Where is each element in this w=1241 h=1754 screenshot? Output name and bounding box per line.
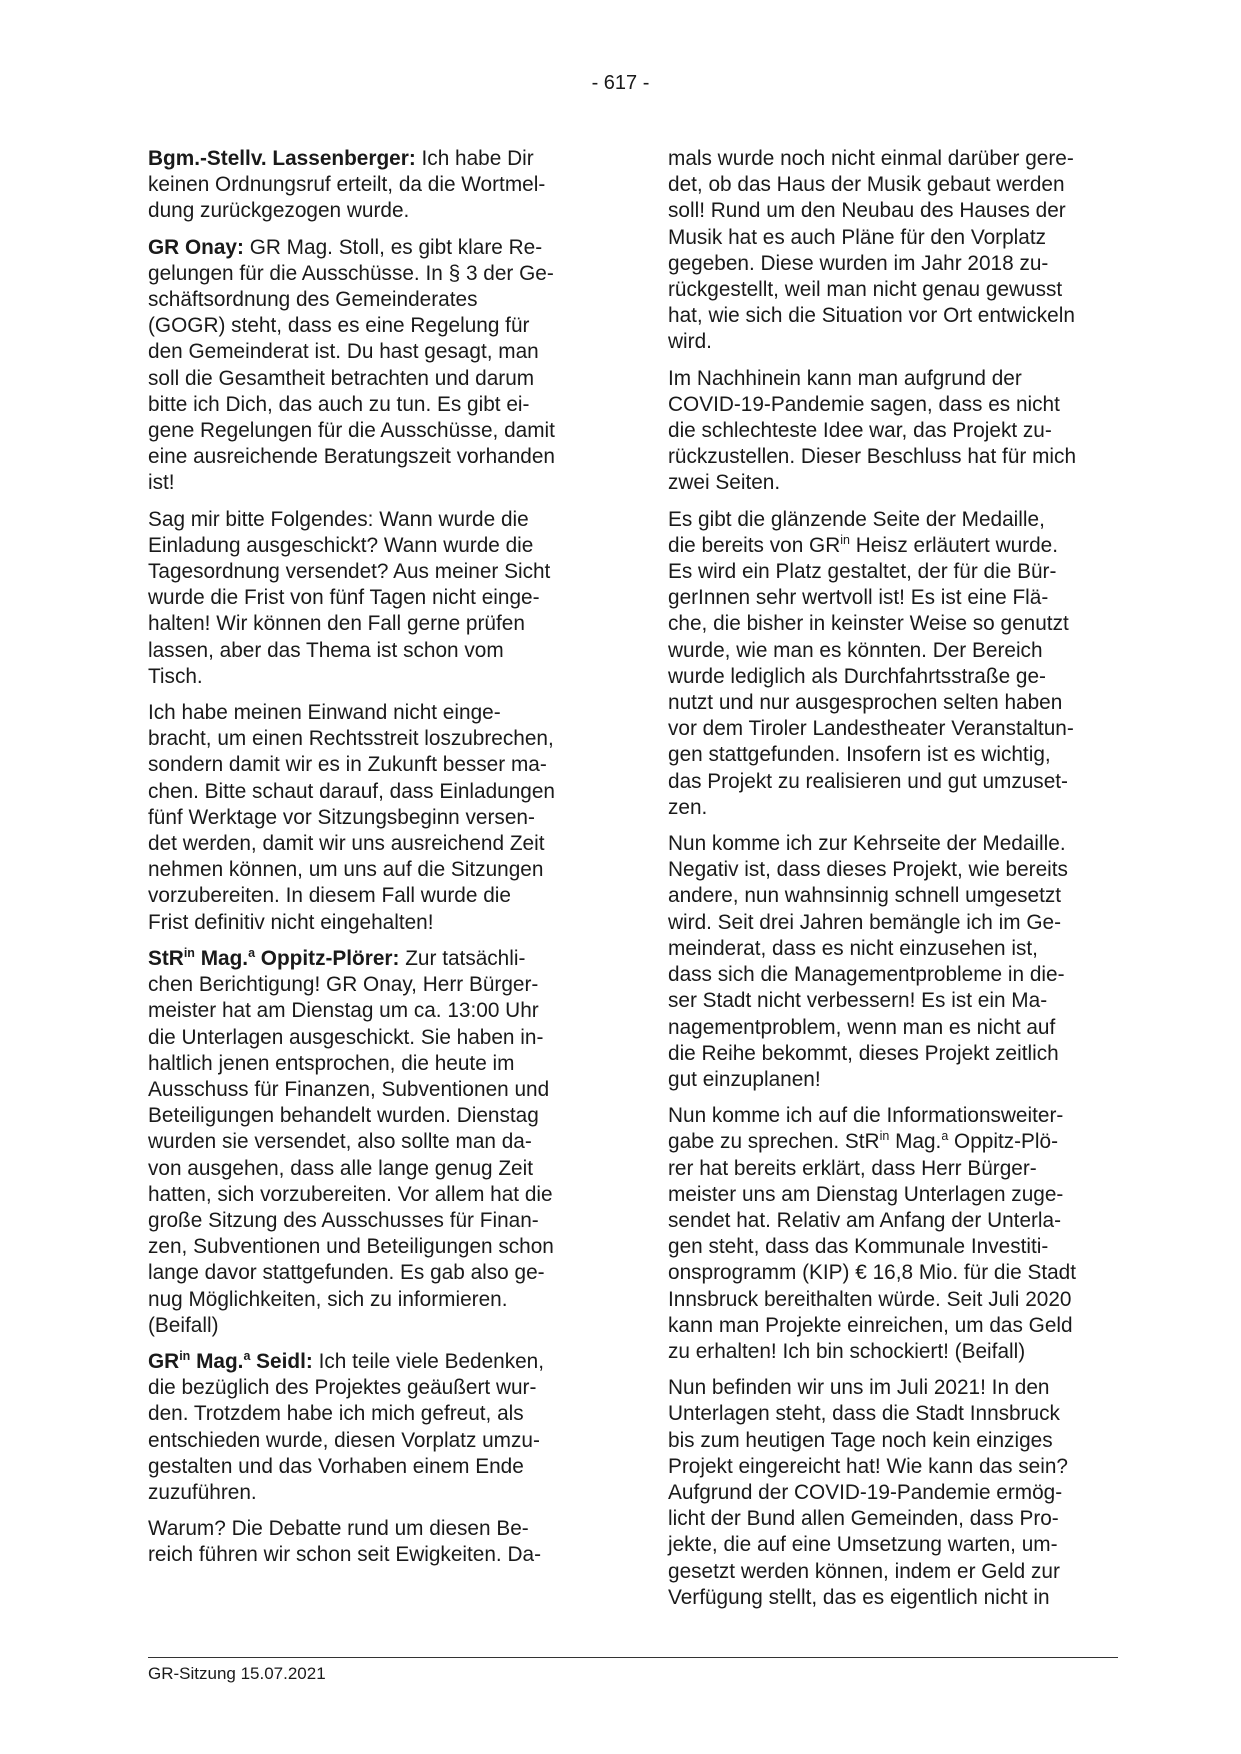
text-line: die Unterlagen ausgeschickt. Sie haben in- xyxy=(148,1025,544,1049)
text-line: Einladung ausgeschickt? Wann wurde die xyxy=(148,533,534,557)
text-line: dung zurückgezogen wurde. xyxy=(148,199,410,223)
text-line: wurde die Frist von fünf Tagen nicht einge- xyxy=(148,586,540,610)
text-fragment: die bereits von GR xyxy=(668,533,841,557)
text-line: kann man Projekte einreichen, um das Geld xyxy=(668,1313,1073,1337)
speaker-name xyxy=(148,1350,313,1373)
text-line: Nun befinden wir uns im Juli 2021! In den xyxy=(668,1376,1050,1400)
text-line: wird. Seit drei Jahren bemängle ich im Ge- xyxy=(668,910,1061,934)
text-line: haltlich jenen entsprochen, die heute im xyxy=(148,1051,515,1075)
footer-divider xyxy=(148,1657,1118,1658)
superscript: a xyxy=(248,945,256,960)
paragraph xyxy=(668,1103,1118,1365)
text-line: gelungen für die Ausschüsse. In § 3 der Ge- xyxy=(148,261,554,285)
text-line: zu erhalten! Ich bin schockiert! (Beifall) xyxy=(668,1339,1026,1363)
text-line: eine ausreichende Beratungszeit vorhanden xyxy=(148,445,555,469)
text-line xyxy=(668,533,1118,559)
text-fragment: Mag. xyxy=(194,946,249,970)
text-line: zwei Seiten. xyxy=(668,471,781,495)
text-line: Negativ ist, dass dieses Projekt, wie bereits xyxy=(668,858,1068,882)
paragraph xyxy=(668,366,1118,497)
text-line: sendet hat. Relativ am Anfang der Unterla- xyxy=(668,1208,1062,1232)
text-line: keinen Ordnungsruf erteilt, da die Wortmel- xyxy=(148,173,546,197)
text-line: gene Regelungen für die Ausschüsse, damit xyxy=(148,419,555,443)
text-fragment: StR xyxy=(148,946,184,970)
text-line: mals wurde noch nicht einmal darüber gere- xyxy=(668,147,1074,170)
text-line: rer hat bereits erklärt, dass Herr Bürger- xyxy=(668,1156,1037,1180)
text-line: (Beifall) xyxy=(148,1313,219,1337)
text-line: gen steht, dass das Kommunale Investiti- xyxy=(668,1235,1049,1259)
text-line: Innsbruck bereithalten würde. Seit Juli 2020 xyxy=(668,1287,1072,1311)
text-line: meister hat am Dienstag um ca. 13:00 Uhr xyxy=(148,999,539,1023)
text-line: bracht, um einen Rechtsstreit loszubrechen, xyxy=(148,727,554,751)
text-line: wurde, wie man es könnten. Der Bereich xyxy=(668,638,1043,662)
superscript: a xyxy=(243,1348,251,1363)
text-fragment: gabe zu sprechen. StR xyxy=(668,1130,880,1154)
text-line: reich führen wir schon seit Ewigkeiten. Da- xyxy=(148,1543,541,1567)
superscript: in xyxy=(179,1348,191,1363)
text-fragment: Oppitz-Plörer: xyxy=(255,946,400,970)
text-line xyxy=(148,1349,598,1375)
text-line: entschieden wurde, diesen Vorplatz umzu- xyxy=(148,1428,540,1452)
text-line: Ich habe meinen Einwand nicht einge- xyxy=(148,701,501,725)
text-line: det werden, damit wir uns ausreichend Zeit xyxy=(148,832,545,856)
text-line: fünf Werktage vor Sitzungsbeginn versen- xyxy=(148,805,535,829)
text-fragment: Heisz erläutert wurde. xyxy=(849,533,1059,557)
text-line: licht der Bund allen Gemeinden, dass Pro- xyxy=(668,1507,1059,1531)
left-column xyxy=(148,146,598,1579)
text-line: rückzustellen. Dieser Beschluss hat für mich xyxy=(668,445,1077,469)
text-fragment: GR Mag. Stoll, es gibt klare Re- xyxy=(249,235,543,259)
text-fragment: Seidl: xyxy=(250,1349,313,1373)
text-line xyxy=(148,146,598,172)
text-line: Verfügung stellt, das es eigentlich nicht in xyxy=(668,1585,1050,1609)
paragraph xyxy=(148,146,598,225)
text-line: che, die bisher in keinster Weise so genutzt xyxy=(668,612,1069,636)
text-line: Ausschuss für Finanzen, Subventionen und xyxy=(148,1077,550,1101)
text-fragment: Ich teile viele Bedenken, xyxy=(318,1349,545,1373)
text-line: soll! Rund um den Neubau des Hauses der xyxy=(668,199,1066,223)
text-line: gesetzt werden können, indem er Geld zur xyxy=(668,1559,1060,1583)
text-line: Warum? Die Debatte rund um diesen Be- xyxy=(148,1517,529,1541)
text-fragment: Zur tatsächli- xyxy=(405,946,526,970)
speaker-name: GR Onay: xyxy=(148,235,244,259)
text-line: Musik hat es auch Pläne für den Vorplatz xyxy=(668,225,1047,249)
text-line: das Projekt zu realisieren und gut umzuset- xyxy=(668,769,1068,793)
text-fragment: Ich habe Dir xyxy=(421,147,534,170)
text-line: wurden sie versendet, also sollte man da- xyxy=(148,1130,532,1154)
text-line: meinderat, dass es nicht einzusehen ist, xyxy=(668,936,1038,960)
text-line: hat, wie sich die Situation vor Ort entwickeln xyxy=(668,304,1075,328)
text-line: Frist definitiv nicht eingehalten! xyxy=(148,910,434,934)
text-line: gestalten und das Vorhaben einem Ende xyxy=(148,1454,524,1478)
text-line: nagementproblem, wenn man es nicht auf xyxy=(668,1015,1056,1039)
text-line: onsprogramm (KIP) € 16,8 Mio. für die Stadt xyxy=(668,1261,1077,1285)
text-line: Im Nachhinein kann man aufgrund der xyxy=(668,366,1022,390)
text-line: Sag mir bitte Folgendes: Wann wurde die xyxy=(148,507,529,531)
text-line: Es wird ein Platz gestaltet, der für die Bür- xyxy=(668,560,1057,584)
text-line: zen. xyxy=(668,795,708,819)
text-line: große Sitzung des Ausschusses für Finan- xyxy=(148,1208,539,1232)
text-line: andere, nun wahnsinnig schnell umgesetzt xyxy=(668,884,1062,908)
text-line: den. Trotzdem habe ich mich gefreut, als xyxy=(148,1402,524,1426)
text-line: halten! Wir können den Fall gerne prüfen xyxy=(148,612,525,636)
text-line: Unterlagen steht, dass die Stadt Innsbruck xyxy=(668,1402,1060,1426)
paragraph xyxy=(148,507,598,690)
superscript: in xyxy=(879,1129,890,1144)
right-column xyxy=(668,146,1118,1621)
superscript: in xyxy=(840,532,850,547)
text-line: (GOGR) steht, dass es eine Regelung für xyxy=(148,314,530,338)
page-number: - 617 - xyxy=(591,72,650,94)
text-fragment: Mag. xyxy=(889,1130,942,1154)
speaker-name xyxy=(148,947,399,970)
text-fragment: Oppitz-Plö- xyxy=(948,1130,1059,1154)
text-line: ist! xyxy=(148,471,175,495)
text-line: soll die Gesamtheit betrachten und darum xyxy=(148,366,535,390)
text-line: Projekt eingereicht hat! Wie kann das sein? xyxy=(668,1454,1068,1478)
text-line: die bezüglich des Projektes geäußert wur- xyxy=(148,1376,537,1400)
text-line: gegeben. Diese wurden im Jahr 2018 zu- xyxy=(668,251,1049,275)
text-line: COVID-19-Pandemie sagen, dass es nicht xyxy=(668,392,1060,416)
text-line: Tagesordnung versendet? Aus meiner Sicht xyxy=(148,560,551,584)
text-line: die Reihe bekommt, dieses Projekt zeitlich xyxy=(668,1041,1059,1065)
paragraph xyxy=(148,700,598,936)
text-line: wurde lediglich als Durchfahrtsstraße ge- xyxy=(668,664,1046,688)
paragraph xyxy=(668,146,1118,356)
text-line: vor dem Tiroler Landestheater Veranstaltun- xyxy=(668,717,1074,741)
speaker-name: Bgm.-Stellv. Lassenberger: xyxy=(148,147,416,170)
text-line xyxy=(668,1129,1118,1155)
text-line: Es gibt die glänzende Seite der Medaille, xyxy=(668,507,1045,531)
text-line: Beteiligungen behandelt wurden. Dienstag xyxy=(148,1104,539,1128)
text-line: zen, Subventionen und Beteiligungen schon xyxy=(148,1235,554,1259)
footer-text: GR-Sitzung 15.07.2021 xyxy=(148,1664,326,1683)
text-line: Tisch. xyxy=(148,664,203,688)
text-line: jekte, die auf eine Umsetzung warten, um- xyxy=(668,1533,1058,1557)
text-line: nutzt und nur ausgesprochen selten haben xyxy=(668,691,1063,715)
text-fragment: GR xyxy=(148,1349,180,1373)
text-line: zuzuführen. xyxy=(148,1480,257,1504)
paragraph xyxy=(668,831,1118,1093)
text-line: gut einzuplanen! xyxy=(668,1067,821,1091)
text-line: von ausgehen, dass alle lange genug Zeit xyxy=(148,1156,534,1180)
text-line: schäftsordnung des Gemeinderates xyxy=(148,288,478,312)
text-line: chen Berichtigung! GR Onay, Herr Bürger- xyxy=(148,973,539,997)
text-line: chen. Bitte schaut darauf, dass Einladungen xyxy=(148,779,555,803)
text-line: meister uns am Dienstag Unterlagen zuge- xyxy=(668,1182,1064,1206)
text-line: dass sich die Managementprobleme in die- xyxy=(668,963,1065,987)
text-line xyxy=(148,235,598,261)
text-line: nug Möglichkeiten, sich zu informieren. xyxy=(148,1287,508,1311)
text-line: bitte ich Dich, das auch zu tun. Es gibt ei- xyxy=(148,392,530,416)
text-line: bis zum heutigen Tage noch kein einziges xyxy=(668,1428,1053,1452)
text-line: ser Stadt nicht verbessern! Es ist ein Ma- xyxy=(668,989,1048,1013)
text-line: sondern damit wir es in Zukunft besser ma- xyxy=(148,753,547,777)
text-line: nehmen können, um uns auf die Sitzungen xyxy=(148,858,544,882)
paragraph xyxy=(148,946,598,1339)
text-line: den Gemeinderat ist. Du hast gesagt, man xyxy=(148,340,539,364)
paragraph xyxy=(668,1375,1118,1611)
paragraph xyxy=(148,1349,598,1506)
superscript: in xyxy=(183,945,195,960)
text-line: wird. xyxy=(668,330,712,354)
text-line: lassen, aber das Thema ist schon vom xyxy=(148,638,504,662)
text-fragment: Mag. xyxy=(190,1349,244,1373)
paragraph xyxy=(148,235,598,497)
text-line: die schlechteste Idee war, das Projekt zu- xyxy=(668,419,1052,443)
text-line: gen stattgefunden. Insofern ist es wichtig, xyxy=(668,743,1051,767)
text-line: det, ob das Haus der Musik gebaut werden xyxy=(668,173,1065,197)
paragraph xyxy=(668,507,1118,821)
text-line: lange davor stattgefunden. Es gab also ge- xyxy=(148,1261,545,1285)
text-line: gerInnen sehr wertvoll ist! Es ist eine Flä- xyxy=(668,586,1049,610)
text-line: hatten, sich vorzubereiten. Vor allem hat die xyxy=(148,1182,553,1206)
text-line: Nun komme ich auf die Informationsweiter- xyxy=(668,1104,1064,1128)
text-line: rückgestellt, weil man nicht genau gewusst xyxy=(668,278,1063,302)
text-line xyxy=(148,946,598,972)
paragraph xyxy=(148,1516,598,1568)
superscript: a xyxy=(941,1129,949,1144)
text-line: vorzubereiten. In diesem Fall wurde die xyxy=(148,884,511,908)
text-line: Nun komme ich zur Kehrseite der Medaille. xyxy=(668,832,1066,856)
text-line: Aufgrund der COVID-19-Pandemie ermög- xyxy=(668,1480,1063,1504)
